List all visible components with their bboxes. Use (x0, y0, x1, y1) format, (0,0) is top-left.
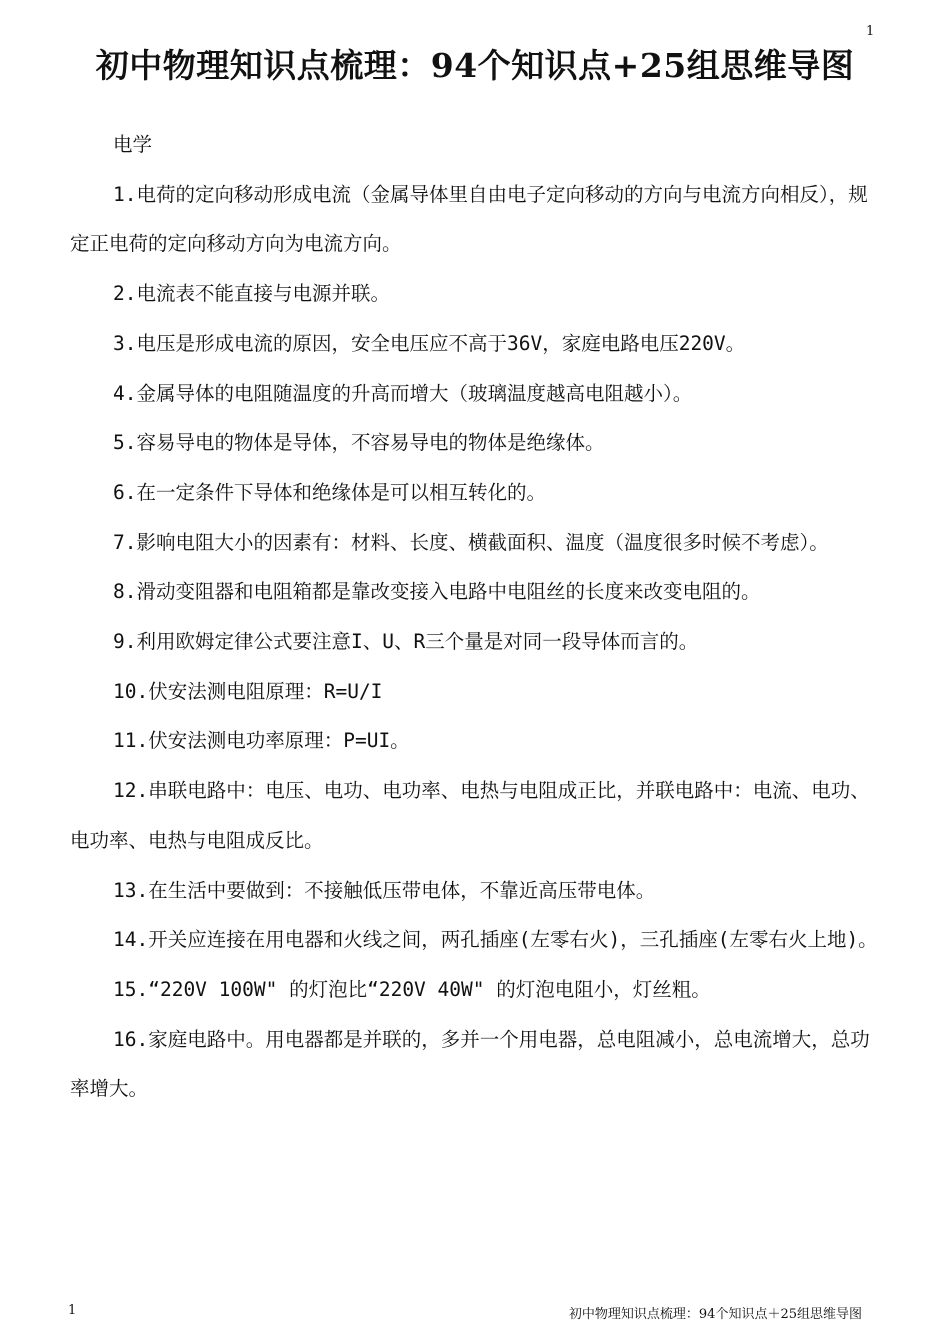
list-item: 12.串联电路中：电压、电功、电功率、电热与电阻成正比，并联电路中：电流、电功、电功率、电热与电阻成反比。 (70, 779, 870, 852)
list-item: 5.容易导电的物体是导体，不容易导电的物体是绝缘体。 (113, 431, 605, 455)
document-body (70, 120, 882, 1114)
list-item: 8.滑动变阻器和电阻箱都是靠改变接入电路中电阻丝的长度来改变电阻的。 (113, 580, 761, 604)
section-heading: 电学 (113, 133, 153, 156)
list-item: 6.在一定条件下导体和绝缘体是可以相互转化的。 (113, 480, 546, 504)
list-item: 13.在生活中要做到：不接触低压带电体，不靠近高压带电体。 (113, 878, 656, 902)
list-item: 14.开关应连接在用电器和火线之间，两孔插座(左零右火)，三孔插座(左零右火上地)。 (113, 928, 878, 952)
document-title: 初中物理知识点梳理：94个知识点+25组思维导图 (95, 46, 855, 85)
list-item: 4.金属导体的电阻随温度的升高而增大（玻璃温度越高电阻越小）。 (113, 381, 693, 405)
footer-page-number: 1 (68, 1303, 77, 1318)
list-item: 3.电压是形成电流的原因，安全电压应不高于36V，家庭电路电压220V。 (113, 331, 746, 355)
header-page-number: 1 (866, 24, 875, 39)
list-item: 9.利用欧姆定律公式要注意I、U、R三个量是对同一段导体而言的。 (113, 630, 699, 654)
list-item: 11.伏安法测电功率原理：P=UI。 (113, 729, 410, 753)
list-item: 16.家庭电路中。用电器都是并联的，多并一个用电器，总电阻减小，总电流增大，总功率增大。 (70, 1027, 870, 1101)
list-item: 10.伏安法测电阻原理：R=U/I (113, 679, 383, 703)
list-item: 2.电流表不能直接与电源并联。 (113, 282, 390, 306)
footer-title: 初中物理知识点梳理：94个知识点＋25组思维导图 (568, 1307, 862, 1322)
list-item: 15.“220V 100W" 的灯泡比“220V 40W" 的灯泡电阻小，灯丝粗。 (113, 977, 711, 1001)
list-item: 7.影响电阻大小的因素有：材料、长度、横截面积、温度（温度很多时候不考虑）。 (113, 530, 829, 554)
list-item: 1.电荷的定向移动形成电流（金属导体里自由电子定向移动的方向与电流方向相反），规定正电荷的定向移动方向为电流方向。 (70, 182, 868, 256)
